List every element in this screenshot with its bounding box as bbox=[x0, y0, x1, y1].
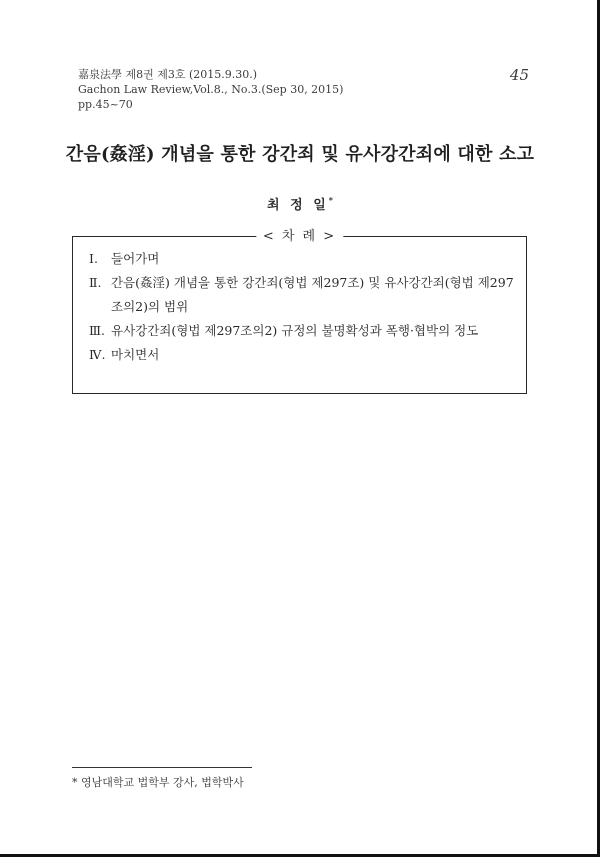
author bbox=[0, 194, 600, 213]
journal-header-line-1: 嘉泉法學 제8권 제3호 (2015.9.30.) bbox=[78, 68, 258, 81]
toc-item-text: 간음(姦淫) 개념을 통한 강간죄(형법 제297조) 및 유사강간죄(형법 제297조의2)의 범위 bbox=[111, 275, 514, 314]
author-name: 최 정 일 bbox=[267, 198, 329, 213]
toc-item-text: 유사강간죄(형법 제297조의2) 규정의 불명확성과 폭행·협박의 정도 bbox=[111, 323, 479, 338]
toc-item-text: 들어가며 bbox=[111, 251, 160, 266]
toc-caption: < 차 례 > bbox=[256, 227, 343, 247]
journal-header bbox=[78, 67, 343, 112]
toc-list bbox=[89, 247, 514, 367]
toc-item-number: Ⅳ. bbox=[89, 347, 106, 362]
toc-item-number: Ⅲ. bbox=[89, 323, 106, 338]
toc-item-text: 마치면서 bbox=[111, 347, 160, 362]
journal-header-line-3: pp.45~70 bbox=[78, 98, 133, 111]
author-footnote: * 영남대학교 법학부 강사, 법학박사 bbox=[72, 776, 244, 789]
toc-item-number: Ⅱ. bbox=[89, 275, 102, 290]
toc-item[interactable] bbox=[89, 247, 514, 271]
toc-item[interactable] bbox=[89, 271, 514, 319]
toc-item[interactable] bbox=[89, 319, 514, 343]
journal-header-line-2: Gachon Law Review,Vol.8., No.3.(Sep 30, 2015) bbox=[78, 83, 344, 96]
toc-item[interactable] bbox=[89, 343, 514, 367]
author-footnote-mark: * bbox=[328, 195, 333, 205]
table-of-contents bbox=[72, 229, 527, 394]
toc-item-number: Ⅰ. bbox=[89, 251, 98, 266]
page-number: 45 bbox=[509, 66, 529, 84]
footnote-divider bbox=[72, 767, 252, 768]
paper-title: 간음(姦淫) 개념을 통한 강간죄 및 유사강간죄에 대한 소고 bbox=[65, 144, 535, 165]
